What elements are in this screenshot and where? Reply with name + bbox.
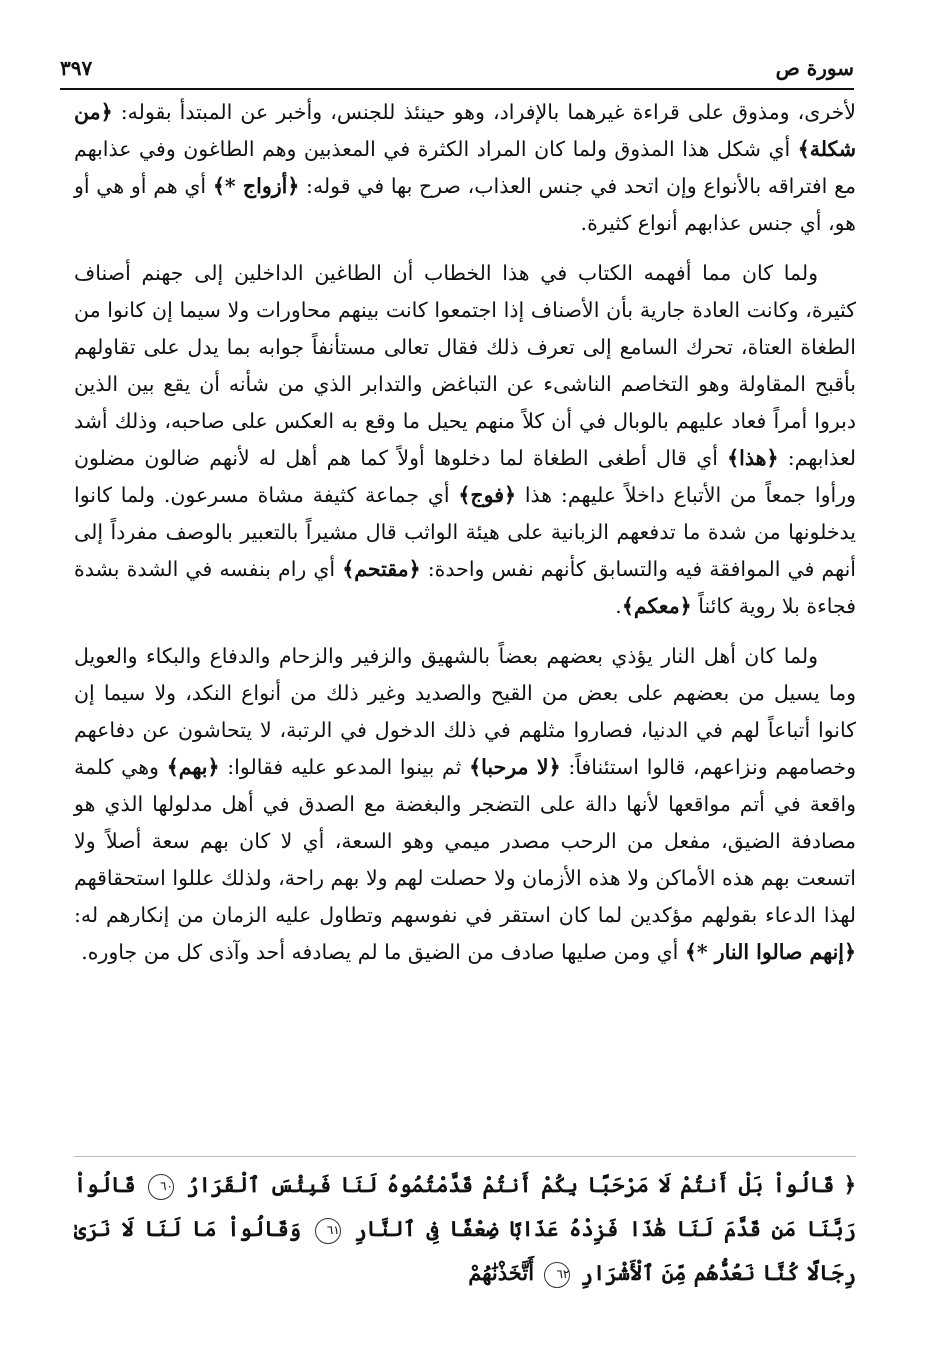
verse-text: ﴿ قَالُواْ بَلْ أَنتُمْ لَا مَرْحَبًا بِكُمْ أَنتُمْ قَدَّمْتُمُوهُ لَنَا فَبِئْسَ ٱلْقَرَارُ <box>186 1172 857 1197</box>
text-segment: ولما كان أهل النار يؤذي بعضهم بعضاً بالشهيق والزفير والزحام والدفاع والبكاء والعويل وما يسيل من بعضهم على بعض من القيح والصديد وغير ذلك من أنواع النكد، ولا سيما إن كانوا أتباعاً لهم في الدنيا، فصاروا مثلهم في ذلك الدخول في الرتبة، لا يتحاشون عن دفاعهم وخصامهم ونزاعهم، قالوا استئنافاً: <box>74 644 857 779</box>
paragraph-1 <box>74 94 856 242</box>
text-segment: أي هم أو هي أو هو، أي جنس عذابهم أنواع كثيرة. <box>74 174 856 235</box>
text-segment: ولما كان مما أفهمه الكتاب في هذا الخطاب أن الطاغين الداخلين إلى جهنم أصناف كثيرة، وكانت العادة جارية بأن الأصناف إذا اجتمعوا كانت بينهم محاورات ولا سيما إن كانوا من الطغاة العتاة، تحرك السامع إلى تعرف ذلك فقال تعالى مستأنفاً جوابه بما يدل على تقاولهم بأقبح المقاولة وهو التخاصم الناشىء عن التباغض والتدابر الذي من شأنه أن يقع بين الذين دبروا أمراً فعاد عليهم بالوبال في أن كلاً منهم يحيل ما وقع به العكس على صاحبه، وذلك أشد لعذابهم: <box>74 261 856 470</box>
page-header <box>60 56 854 86</box>
verse-text: أَتَّخَذْنَٰهُمْ <box>468 1260 535 1285</box>
quran-quote: ﴿بهم﴾ <box>166 755 220 779</box>
ayah-number-marker: ٦٢ <box>544 1262 570 1288</box>
text-segment: أي قال أطغى الطغاة لما دخلوها أولاً كما هم أهل له لأنهم ضالون مضلون ورأوا جمعاً من الأتباع داخلاً عليهم: هذا <box>74 446 856 507</box>
text-segment: وهي كلمة واقعة في أتم مواقعها لأنها دالة على التضجر والبغضة مع الصدق في أهل مدلولها الذي هو مصادفة الضيق، مفعل من الرحب مصدر ميمي وهو السعة، أي لا كان بهم سعة أصلاً ولا اتسعت بهم هذه الأماكن ولا هذه الأزمان ولا حصلت لهم ولا بهم راحة، ولذلك عللوا استحقاقهم لهذا الدعاء بقولهم مؤكدين لما كان استقر في نفوسهم وتطاول عليه الزمان من إنكارهم له: <box>74 755 856 927</box>
paragraph-2 <box>74 255 856 625</box>
text-segment: ثم بينوا المدعو عليه فقالوا: <box>219 755 470 779</box>
surah-title: سورة ص <box>775 56 854 80</box>
quran-quote: ﴿إنهم صالوا النار *﴾ <box>684 940 856 964</box>
text-segment: أي جماعة كثيفة مشاة مسرعون. ولما كانوا يدخلونها من شدة ما تدفعهم الزبانية على هيئة الواثب قال مشيراً بالتعبير بالوصف مفرداً إلى أنهم في الموافقة فيه والتسابق كأنهم نفس واحدة: <box>74 483 857 581</box>
text-segment: أي شكل هذا المذوق ولما كان المراد الكثرة في المعذبين وهم الطاغون وفي عذابهم مع افتراقه بالأنواع وإن اتحد في جنس العذاب، صرح بها في قوله: <box>74 137 856 198</box>
text-segment: . <box>615 594 622 618</box>
quran-quote: ﴿من شكلة﴾ <box>74 100 856 161</box>
quran-quote: ﴿لا مرحبا﴾ <box>469 755 561 779</box>
quran-quote: ﴿أزواج *﴾ <box>212 174 300 198</box>
quran-quote: ﴿معكم﴾ <box>621 594 692 618</box>
ayah-number-marker: ٦٠ <box>148 1174 174 1200</box>
text-segment: أي ومن صليها صادف من الضيق ما لم يصادفه أحد وآذى كل من جاوره. <box>81 940 685 964</box>
header-rule <box>60 88 854 90</box>
ayah-number-marker: ٦١ <box>315 1218 341 1244</box>
page-number: ٣٩٧ <box>60 56 93 80</box>
text-segment: أي رام بنفسه في الشدة بشدة فجاءة بلا روية كائناً <box>74 557 856 618</box>
text-segment: لأخرى، ومذوق على قراءة غيرهما بالإفراد، وهو حينئذ للجنس، وأخبر عن المبتدأ بقوله: <box>112 100 856 124</box>
commentary-text <box>74 94 856 971</box>
quran-quote: ﴿فوج﴾ <box>458 483 517 507</box>
quran-quote: ﴿مقتحم﴾ <box>342 557 421 581</box>
verse-text: قَالُواْ رَبَّنَا مَن قَدَّمَ لَنَا هَٰذَا فَزِدْهُ عَذَابًا ضِعْفًا فِى ٱلنَّارِ <box>74 1172 856 1241</box>
paragraph-3 <box>74 638 856 971</box>
verse-text: وَقَالُواْ مَا لَنَا لَا نَرَىٰ رِجَالًا كُنَّا نَعُدُّهُم مِّنَ ٱلْأَشْرَارِ <box>74 1216 856 1285</box>
quran-verse-block <box>74 1156 856 1295</box>
quran-quote: ﴿هذا﴾ <box>727 446 779 470</box>
